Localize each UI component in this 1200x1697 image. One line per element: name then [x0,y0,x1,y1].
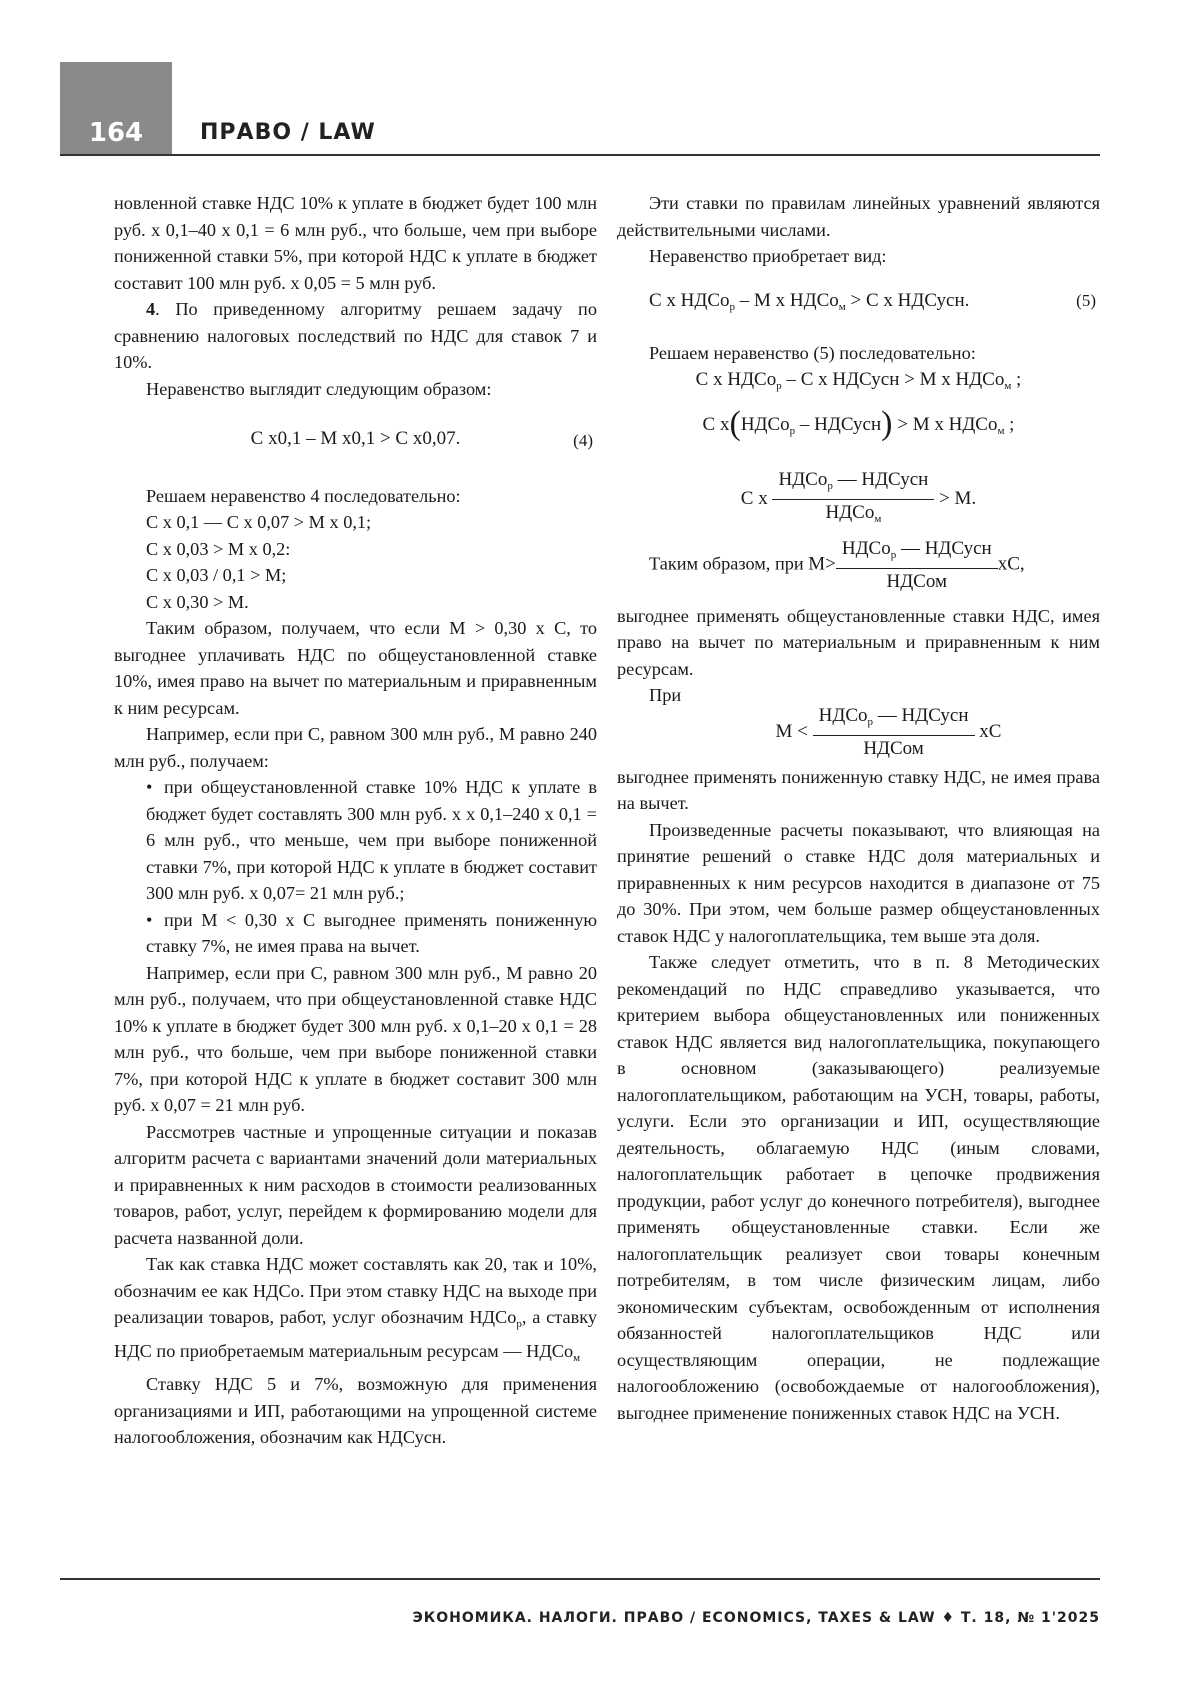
bullet-icon: • [146,909,153,930]
section-title: ПРАВО / LAW [200,120,376,145]
equation-step-1 [617,367,1100,400]
formula-text: С х0,1 – М х0,1 > С х0,07. [250,428,461,449]
formula-text: хС [979,720,1002,742]
formula-text: > М. [939,487,977,509]
paragraph: Рассмотрев частные и упрощенные ситуации и показав алгоритм расчета с вариантами значений доли материальных и приравненных к ним расходов в стоимости реализованных товаров, работ, услуг, перейдем к формированию модели для расчета названной доли. [114,1121,597,1248]
bullet-item [114,774,597,907]
paragraph: новленной ставке НДС 10% к уплате в бюджет будет 100 млн руб. х 0,1–40 х 0,1 = 6 млн руб., что больше, чем при выборе пониженной ставки 5%, при которой НДС к уплате в бюджет составит 100 млн руб. х 0,05 = 5 млн руб. [114,193,597,293]
page-number: 164 [88,118,144,148]
paragraph: Произведенные расчеты показывают, что влияющая на принятие решений о ставке НДС доля материальных и приравненных к ним ресурсов находится в диапазоне от 75 до 30%. При этом, чем больше размер общеустановленных ставок НДС у налогоплательщика, тем выше эта доля. [617,819,1100,946]
paragraph-text: , а ставку НДС по приобретаемым материальным ресурсам — НДСо [114,1307,597,1361]
fraction-numerator [813,703,975,736]
formula-number: (5) [1076,290,1096,310]
denominator-text: НДСо [825,501,875,523]
fraction-numerator [772,467,934,500]
numerator-text: НДСо [818,704,868,726]
paragraph: Решаем неравенство (5) последовательно: [649,343,976,363]
formula-text: ; [1004,414,1015,435]
left-column [114,190,597,1451]
numerator-text: НДСо [778,468,828,490]
formula-text: С х НДСо [649,289,730,311]
numerator-text: — НДСусн [832,468,929,490]
paragraph: выгоднее применять пониженную ставку НДС, не имея права на вычет. [617,766,1100,813]
paragraph [114,1251,597,1371]
formula-text: М < [775,720,808,742]
numerator-text: НДСо [841,537,891,559]
right-column [617,190,1100,1426]
bullet-item [114,907,597,960]
conclusion-line [617,536,1100,595]
formula-text: хС, [997,553,1025,575]
fraction-denominator: НДСом [863,737,924,759]
subscript: р [890,548,897,561]
fraction [772,467,934,532]
formula-text: – НДСусн [795,414,882,435]
bullet-icon: • [146,777,153,797]
paragraph: выгоднее применять общеустановленные ставки НДС, имея право на вычет по материальным и приравненным к ним ресурсам. [617,605,1100,679]
subscript: р [516,1318,522,1330]
formula-text: М> [808,553,836,575]
paragraph: Решаем неравенство 4 последовательно: [146,485,461,506]
subscript: р [729,300,736,313]
solution-step: С х 0,30 > М. [146,591,249,612]
paragraph-text: Так как ставка НДС может составлять как 20, так и 10%, обозначим ее как НДСо. При этом ставку НДС на выходе при реализации товаров, работ, услуг обозначим НДСо [114,1254,597,1327]
item-number: 4 [146,299,156,319]
formula-5 [617,288,1100,321]
paren-close: ) [881,405,893,442]
header-rule [60,154,1100,156]
subscript: р [867,715,874,728]
bullet-text: при М < 0,30 х С выгоднее применять пониженную ставку 7%, не имея права на вычет. [146,909,597,956]
formula-text: С х [702,414,730,435]
bullet-text: при общеустановленной ставке 10% НДС к уплате в бюджет будет составлять 300 млн руб. х х 0,1–240 х 0,1 = 6 млн руб., что меньше, чем при выборе пониженной ставки 7%, при которой НДС к уплате в бюджет составит 300 млн руб. х 0,07= 21 млн руб.; [146,777,597,903]
subscript: р [827,479,833,492]
fraction [836,536,998,595]
formula-text: > М х НДСо [892,414,998,435]
equation-m-less [677,703,1100,762]
paragraph: Например, если при С, равном 300 млн руб., М равно 20 млн руб., получаем, что при общеустановленной ставке НДС 10% к уплате в бюджет будет 300 млн руб. х 0,1–20 х 0,1 = 28 млн руб., что больше, чем при выборе пониженной ставки 7%, при которой НДС к уплате в бюджет составит 300 млн руб. х 0,07 = 21 млн руб. [114,962,597,1115]
numerator-text: — НДСусн [873,704,969,726]
fraction-denominator [772,500,934,532]
footer-rule [60,1578,1100,1580]
paragraph: При [649,685,682,705]
subscript: м [573,1351,581,1364]
paragraph-text: Таким образом, при [649,553,804,574]
formula-text: > С х НДСусн. [845,289,970,311]
paragraph: Неравенство приобретает вид: [649,246,887,266]
subscript: м [997,425,1005,437]
paragraph: Например, если при С, равном 300 млн руб., М равно 240 млн руб., получаем: [114,724,597,771]
paragraph: Таким образом, получаем, что если М > 0,30 х С, то выгоднее уплачивать НДС по общеустановленной ставке 10%, имея право на вычет по материальным и приравненным к ним ресурсам. [114,618,597,718]
equation-step-3 [617,467,1100,532]
fraction-numerator [836,536,998,569]
formula-4 [114,426,597,453]
formula-text: С х [740,487,768,509]
numerator-text: — НДСусн [896,537,992,559]
formula-text: С х НДСо [695,368,777,390]
formula-text: ; [1011,368,1022,390]
subscript: м [1004,379,1012,392]
paren-open: ( [729,405,741,442]
paragraph: Ставку НДС 5 и 7%, возможную для применения организациями и ИП, работающими на упрощенной системе налогообложения, обозначим как НДСусн. [114,1374,597,1447]
solution-step: С х 0,03 > М х 0,2: [146,538,291,559]
formula-text: – С х НДСусн > М х НДСо [781,368,1005,390]
paragraph: Неравенство выглядит следующим образом: [146,378,492,399]
formula-text: НДСо [740,414,790,435]
paragraph: Эти ставки по правилам линейных уравнений являются действительными числами. [617,193,1100,240]
subscript: р [789,425,796,437]
solution-step: С х 0,1 — С х 0,07 > М х 0,1; [146,512,372,532]
paragraph [114,296,597,376]
fraction [813,703,975,762]
journal-footer: ЭКОНОМИКА. НАЛОГИ. ПРАВО / ECONOMICS, TAXES & LAW ♦ Т. 18, № 1'2025 [412,1610,1100,1626]
subscript: м [838,300,846,313]
formula-number: (4) [573,431,593,450]
solution-step: С х 0,03 / 0,1 > М; [146,565,287,585]
formula-text: – М х НДСо [735,289,839,311]
fraction-denominator: НДСом [886,570,948,592]
paragraph: Также следует отметить, что в п. 8 Методических рекомендаций по НДС справедливо указывается, что критерием выбора общеустановленных или пониженных ставок НДС является вид налогоплательщика, покупающего в основном (заказывающего) реализуемые налогоплательщиком, работающим на УСН, товары, работы, услуги. Если это организации и ИП, осуществляющие деятельность, облагаемую НДС (иным словами, налогоплательщик работает в цепочке продвижения продукции, работ услуг до конечного потребителя), выгоднее применять общеустановленные ставки. Если же налогоплательщик реализует свои товары конечным потребителям, в том числе физическим лицам, либо экономическим субъектам, освобожденным от исполнения обязанностей налогоплательщиков НДС или осуществляющим операции, не подлежащие налогообложению (освобождаемые от налогообложения), выгоднее применение пониженных ставок НДС на УСН. [617,952,1100,1423]
subscript: р [776,379,782,392]
equation-step-2 [617,405,1100,445]
subscript: м [874,512,882,525]
paragraph-text: . По приведенному алгоритму решаем задачу по сравнению налоговых последствий по НДС для ставок 7 и 10%. [114,299,597,372]
